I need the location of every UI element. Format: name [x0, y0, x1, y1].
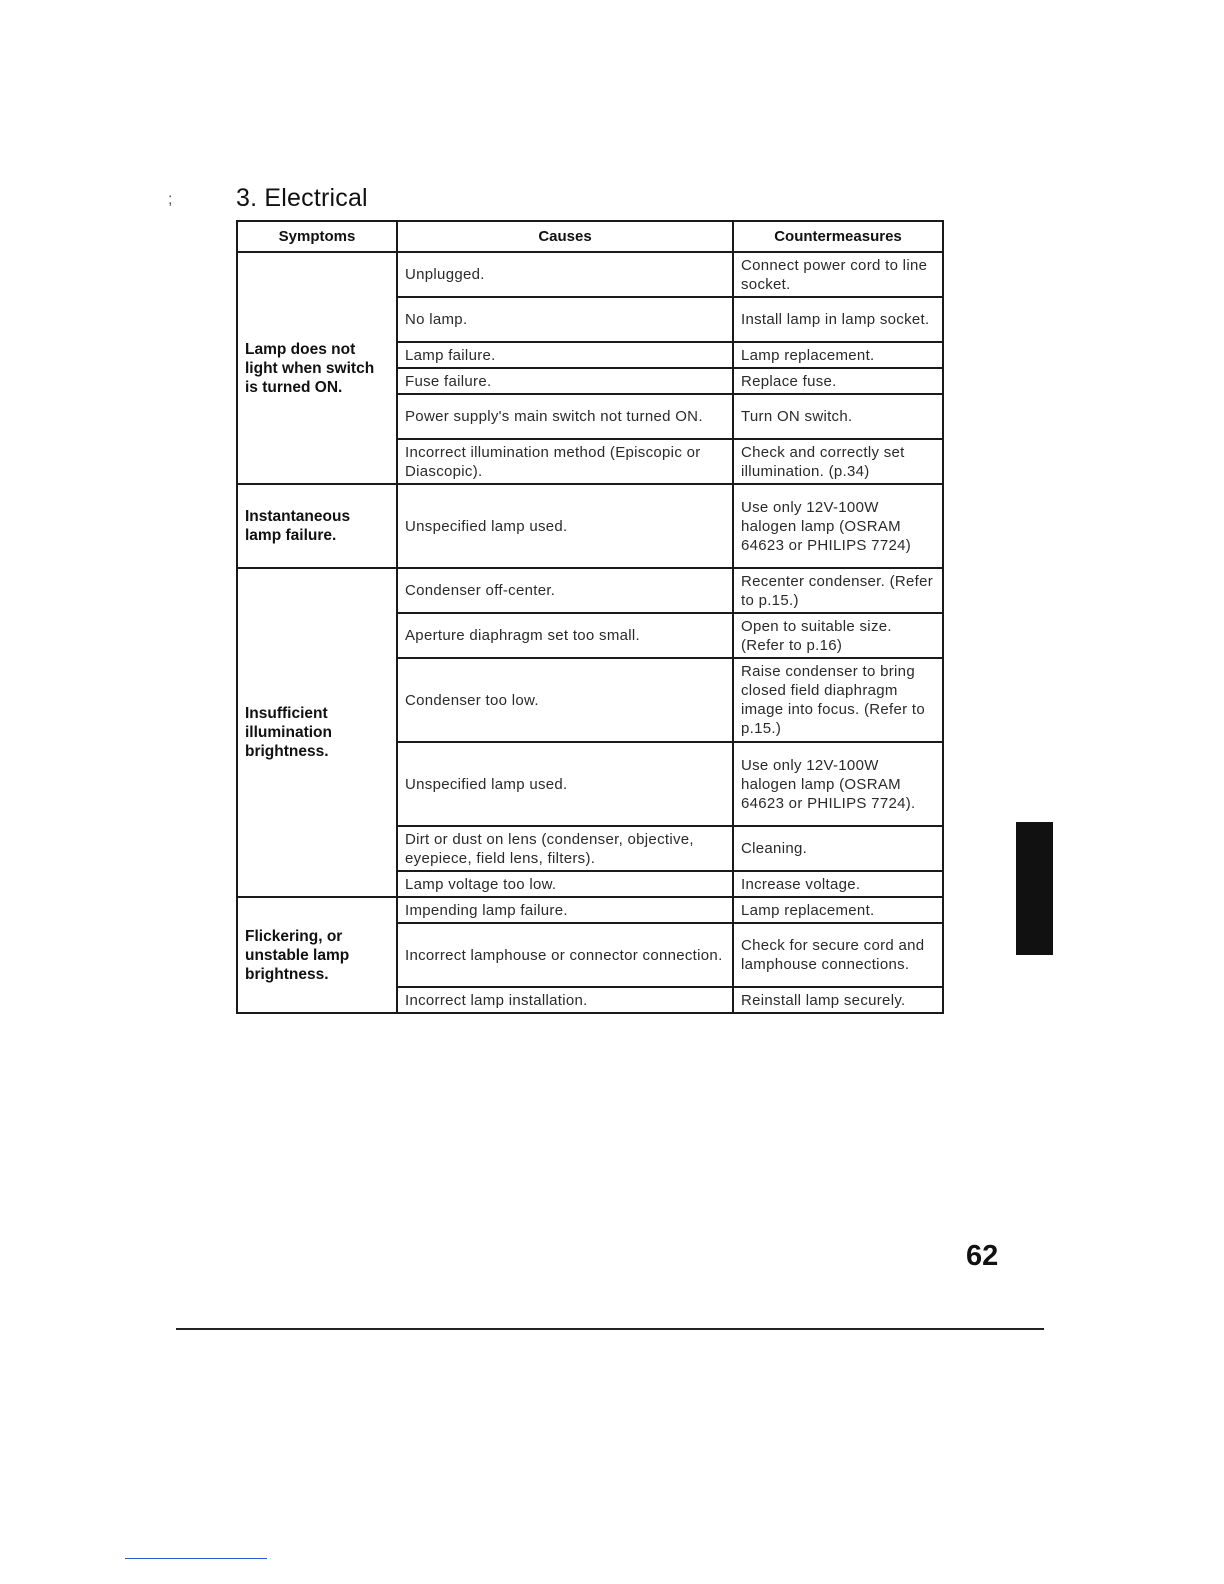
- cause-cell: Unplugged.: [397, 252, 733, 297]
- cause-cell: Incorrect lamp installation.: [397, 987, 733, 1013]
- countermeasure-cell: Lamp replacement.: [733, 897, 943, 923]
- cause-cell: Lamp failure.: [397, 342, 733, 368]
- symptom-cell: Instantaneous lamp failure.: [237, 484, 397, 568]
- footer-divider: [176, 1328, 1044, 1330]
- table-row: [237, 568, 943, 613]
- countermeasure-cell: Cleaning.: [733, 826, 943, 871]
- margin-mark: ;: [168, 191, 173, 208]
- countermeasure-cell: Recenter condenser. (Refer to p.15.): [733, 568, 943, 613]
- cause-cell: Incorrect illumination method (Episcopic or Diascopic).: [397, 439, 733, 484]
- cause-cell: Aperture diaphragm set too small.: [397, 613, 733, 658]
- cause-cell: Fuse failure.: [397, 368, 733, 394]
- countermeasure-cell: Connect power cord to line socket.: [733, 252, 943, 297]
- countermeasure-cell: Check and correctly set illumination. (p.34): [733, 439, 943, 484]
- cause-cell: Dirt or dust on lens (condenser, objective, eyepiece, field lens, filters).: [397, 826, 733, 871]
- section-thumb-tab: [1016, 822, 1053, 955]
- cause-cell: Power supply's main switch not turned ON.: [397, 394, 733, 439]
- symptom-cell: Lamp does not light when switch is turned ON.: [237, 252, 397, 484]
- countermeasure-cell: Use only 12V-100W halogen lamp (OSRAM 64623 or PHILIPS 7724).: [733, 742, 943, 826]
- countermeasure-cell: Reinstall lamp securely.: [733, 987, 943, 1013]
- cause-cell: Condenser too low.: [397, 658, 733, 742]
- countermeasure-cell: Replace fuse.: [733, 368, 943, 394]
- countermeasure-cell: Install lamp in lamp socket.: [733, 297, 943, 342]
- countermeasure-cell: Use only 12V-100W halogen lamp (OSRAM 64623 or PHILIPS 7724): [733, 484, 943, 568]
- symptom-cell: Flickering, or unstable lamp brightness.: [237, 897, 397, 1013]
- cause-cell: No lamp.: [397, 297, 733, 342]
- countermeasure-cell: Increase voltage.: [733, 871, 943, 897]
- section-title: 3. Electrical: [236, 184, 368, 212]
- cause-cell: Unspecified lamp used.: [397, 484, 733, 568]
- table-row: [237, 484, 943, 568]
- table-row: [237, 252, 943, 297]
- cause-cell: Lamp voltage too low.: [397, 871, 733, 897]
- countermeasure-cell: Open to suitable size. (Refer to p.16): [733, 613, 943, 658]
- countermeasure-cell: Raise condenser to bring closed field diaphragm image into focus. (Refer to p.15.): [733, 658, 943, 742]
- bottom-edge-rule: [125, 1558, 267, 1559]
- header-causes: Causes: [397, 221, 733, 252]
- header-countermeasures: Countermeasures: [733, 221, 943, 252]
- page-number: 62: [966, 1240, 999, 1272]
- table-row: [237, 897, 943, 923]
- cause-cell: Impending lamp failure.: [397, 897, 733, 923]
- cause-cell: Unspecified lamp used.: [397, 742, 733, 826]
- countermeasure-cell: Check for secure cord and lamphouse connections.: [733, 923, 943, 987]
- table-header-row: [237, 221, 943, 252]
- cause-cell: Incorrect lamphouse or connector connection.: [397, 923, 733, 987]
- symptom-cell: Insufficient illumination brightness.: [237, 568, 397, 897]
- countermeasure-cell: Lamp replacement.: [733, 342, 943, 368]
- cause-cell: Condenser off-center.: [397, 568, 733, 613]
- header-symptoms: Symptoms: [237, 221, 397, 252]
- troubleshooting-table: [236, 220, 944, 1014]
- countermeasure-cell: Turn ON switch.: [733, 394, 943, 439]
